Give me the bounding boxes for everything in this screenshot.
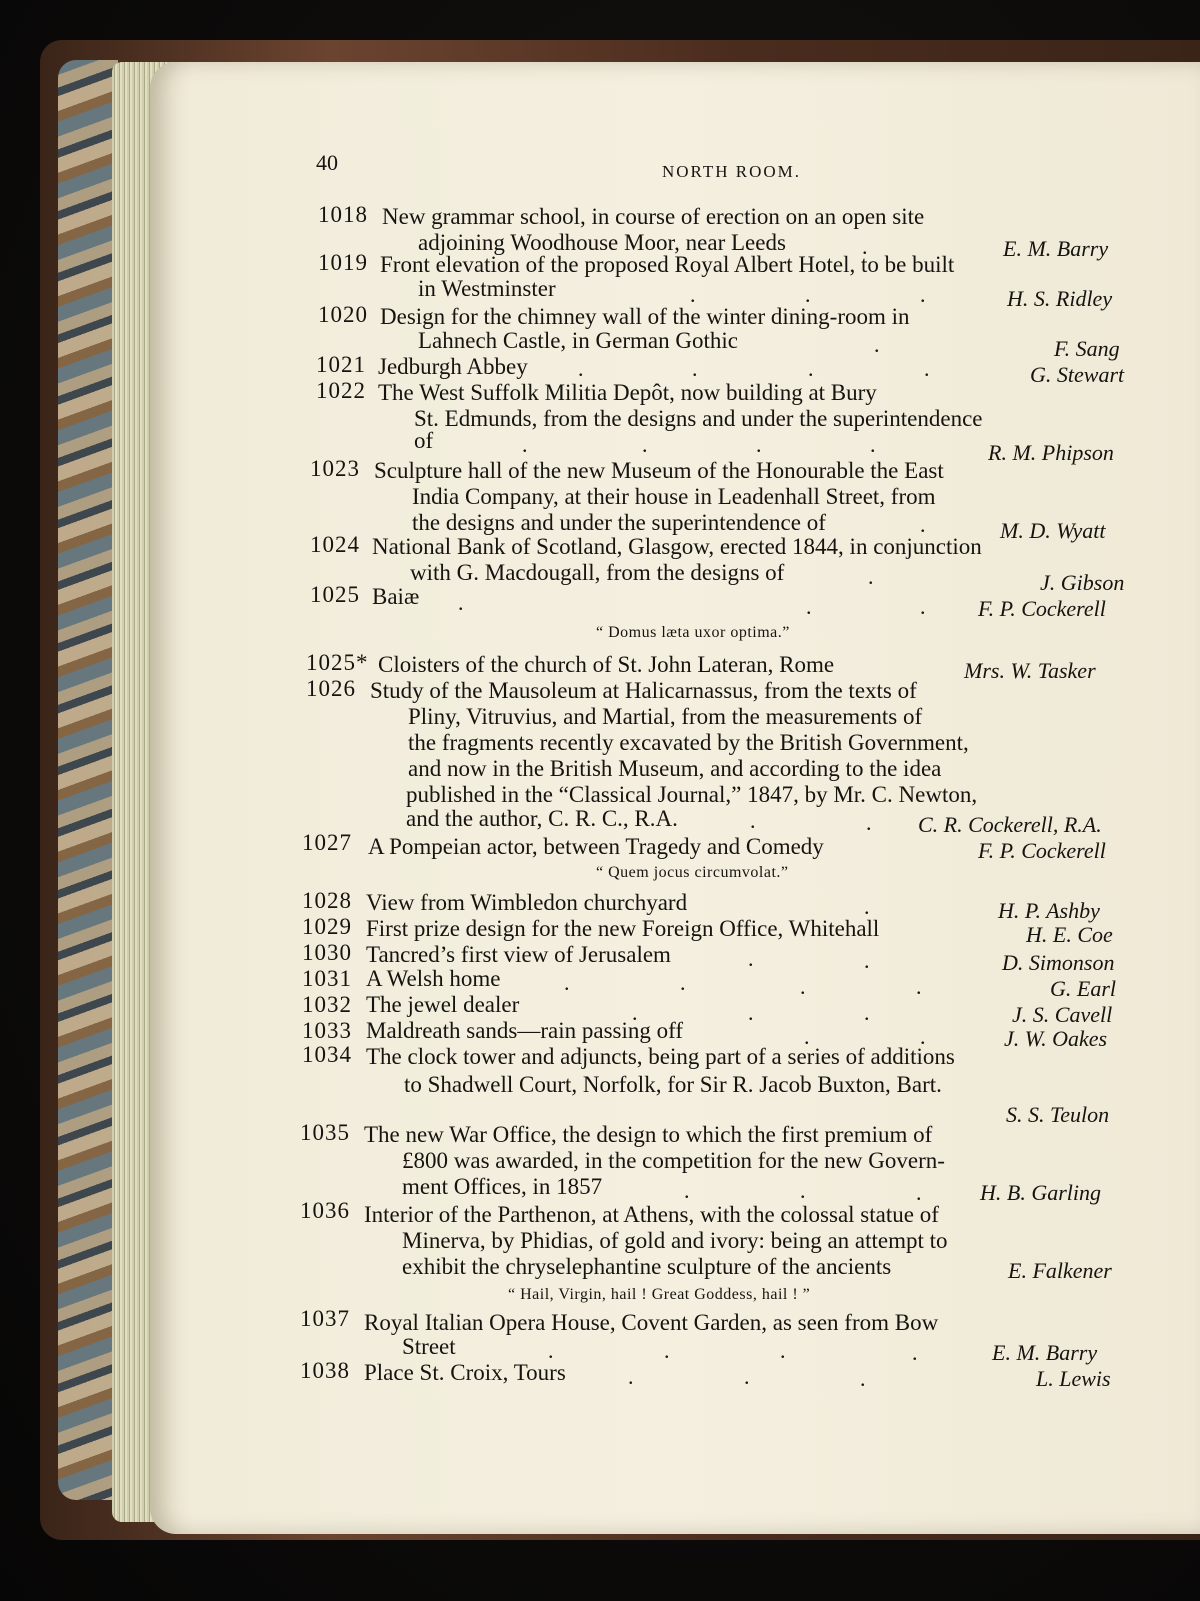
leader-dot: . [924,356,930,381]
entry-text: Lahnech Castle, in German Gothic [418,328,738,353]
motto: “ Quem jocus circumvolat.” [596,864,789,881]
entry-author: E. M. Barry [1003,236,1109,261]
catalogue-number: 1025 [310,582,360,607]
catalogue-number: 1032 [302,992,352,1017]
entry-text: Sculpture hall of the new Museum of the Honourable the East [374,458,944,483]
catalogue-number: 1036 [300,1198,350,1223]
motto: “ Domus læta uxor optima.” [596,624,790,641]
entry-author: J. S. Cavell [1012,1002,1113,1027]
entry-text: Design for the chimney wall of the winter dining-room in [380,304,910,329]
catalogue-number: 1038 [300,1358,350,1383]
leader-dot: . [920,282,926,307]
entry-text: Maldreath sands—rain passing off [366,1018,684,1043]
leader-dot: . [916,1180,922,1205]
entry-author: G. Stewart [1030,362,1125,387]
entry-text: Front elevation of the proposed Royal Albert Hotel, to be built [380,252,955,277]
entry-author: H. S. Ridley [1007,286,1113,311]
leader-dot: . [684,1178,690,1203]
leader-dot: . [744,1364,750,1389]
leader-dot: . [806,594,812,619]
catalogue-number: 1022 [316,378,366,403]
entry-author: F. P. Cockerell [978,596,1106,621]
leader-dot: . [628,1364,634,1389]
entry-text: The West Suffolk Militia Depôt, now building at Bury [378,380,877,405]
marbled-page-edge [58,60,118,1500]
leader-dot: . [664,1338,670,1363]
entry-author: D. Simonson [1002,950,1115,975]
entry-text: in Westminster [418,276,556,301]
leader-dot: . [804,1024,810,1049]
entry-text: of [414,428,434,453]
catalogue-number: 1035 [300,1120,350,1145]
entry-text: £800 was awarded, in the competition for the new Govern- [402,1148,945,1173]
entry-text: the designs and under the superintendence of [412,510,826,535]
catalogue-number: 1023 [310,456,360,481]
leader-dot: . [874,332,880,357]
entry-author: Mrs. W. Tasker [964,658,1096,683]
catalogue-number: 1033 [302,1018,352,1043]
leader-dot: . [632,1000,638,1025]
entry-text: published in the “Classical Journal,” 1847, by Mr. C. Newton, [406,782,978,807]
entry-text: the fragments recently excavated by the British Government, [408,730,969,755]
entry-author: F. Sang [1054,336,1120,361]
entry-author: F. P. Cockerell [978,838,1106,863]
leader-dot: . [864,894,870,919]
catalogue-number: 1021 [316,352,366,377]
leader-dot: . [808,356,814,381]
entry-author: E. Falkener [1008,1258,1112,1283]
catalogue-number: 1024 [310,532,360,557]
entry-text: Tancred’s first view of Jerusalem [366,942,671,967]
entry-text: and the author, C. R. C., R.A. [406,806,678,831]
entry-text: The new War Office, the design to which the first premium of [364,1122,933,1147]
leader-dot: . [920,1024,926,1049]
leader-dot: . [780,1338,786,1363]
leader-dot: . [522,432,528,457]
entry-text: Jedburgh Abbey [378,354,528,379]
leader-dot: . [916,974,922,999]
entry-text: Place St. Croix, Tours [364,1360,566,1385]
entry-text: Cloisters of the church of St. John Lateran, Rome [378,652,835,677]
entry-author: S. S. Teulon [1006,1102,1110,1127]
entry-text: and now in the British Museum, and according to the idea [408,756,942,781]
entry-text: Minerva, by Phidias, of gold and ivory: being an attempt to [402,1228,948,1253]
entry-author: H. B. Garling [980,1180,1101,1205]
entry-author: J. W. Oakes [1004,1026,1108,1051]
entry-text: First prize design for the new Foreign Office, Whitehall [366,916,880,941]
entry-text: St. Edmunds, from the designs and under the superintendence [414,406,983,431]
entry-text: New grammar school, in course of erection on an open site [382,204,925,229]
catalogue-number: 1037 [300,1306,350,1331]
entry-text: A Pompeian actor, between Tragedy and Comedy [368,834,824,859]
entry-text: ment Offices, in 1857 [402,1174,603,1199]
catalogue-number: 1025* [306,650,369,675]
leader-dot: . [868,564,874,589]
catalogue-number: 1027 [302,830,352,855]
leader-dot: . [920,512,926,537]
leader-dot: . [866,810,872,835]
leader-dot: . [870,432,876,457]
entry-author: L. Lewis [1036,1366,1111,1391]
catalogue-number: 1034 [302,1042,352,1067]
leader-dot: . [800,1178,806,1203]
leader-dot: . [860,1366,866,1391]
entry-text: National Bank of Scotland, Glasgow, erected 1844, in conjunction [372,534,982,559]
leader-dot: . [912,1340,918,1365]
entry-text: The jewel dealer [366,992,520,1017]
entry-text: Baiæ [372,584,420,609]
leader-dot: . [690,282,696,307]
running-head: NORTH ROOM. [662,162,802,181]
leader-dot: . [458,590,464,615]
entry-text: with G. Macdougall, from the designs of [410,560,785,585]
entry-text: View from Wimbledon churchyard [366,890,688,915]
entry-text: exhibit the chryselephantine sculpture of the ancients [402,1254,892,1279]
leader-dot: . [805,282,811,307]
catalogue-number: 1028 [302,888,352,913]
leader-dot: . [756,432,762,457]
page-number: 40 [316,150,338,175]
catalogue-number: 1029 [302,914,352,939]
leader-dot: . [748,1000,754,1025]
entry-author: H. E. Coe [1026,922,1113,947]
leader-dot: . [578,356,584,381]
catalogue-number: 1030 [302,940,352,965]
entry-text: Interior of the Parthenon, at Athens, with the colossal statue of [364,1202,939,1227]
entry-text: adjoining Woodhouse Moor, near Leeds [418,230,786,255]
entry-text: to Shadwell Court, Norfolk, for Sir R. Jacob Buxton, Bart. [404,1072,942,1097]
motto: “ Hail, Virgin, hail ! Great Goddess, hail ! ” [508,1286,811,1303]
leader-dot: . [862,234,868,259]
catalogue-number: 1026 [306,676,356,701]
entry-author: C. R. Cockerell, R.A. [918,812,1102,837]
leader-dot: . [564,970,570,995]
entry-author: R. M. Phipson [988,440,1114,465]
entry-author: J. Gibson [1040,570,1125,595]
entry-text: Pliny, Vitruvius, and Martial, from the measurements of [408,704,923,729]
leader-dot: . [864,948,870,973]
entry-text: India Company, at their house in Leadenhall Street, from [412,484,936,509]
catalogue-number: 1019 [318,250,368,275]
leader-dot: . [748,946,754,971]
leader-dot: . [864,1000,870,1025]
entry-text: A Welsh home [366,966,501,991]
leader-dot: . [548,1338,554,1363]
entry-author: G. Earl [1050,976,1116,1001]
entry-text: Street [402,1334,456,1359]
leader-dot: . [920,594,926,619]
leader-dot: . [680,970,686,995]
leader-dot: . [800,974,806,999]
leader-dot: . [642,432,648,457]
entry-author: M. D. Wyatt [1000,518,1106,543]
catalogue-number: 1018 [318,202,368,227]
entry-author: H. P. Ashby [998,898,1100,923]
leader-dot: . [692,356,698,381]
catalogue-number: 1031 [302,966,352,991]
entry-text: Study of the Mausoleum at Halicarnassus, from the texts of [370,678,917,703]
leader-dot: . [750,808,756,833]
catalogue-number: 1020 [318,302,368,327]
entry-author: E. M. Barry [992,1340,1098,1365]
entry-text: The clock tower and adjuncts, being part of a series of additions [366,1044,955,1069]
entry-text: Royal Italian Opera House, Covent Garden, as seen from Bow [364,1310,939,1335]
